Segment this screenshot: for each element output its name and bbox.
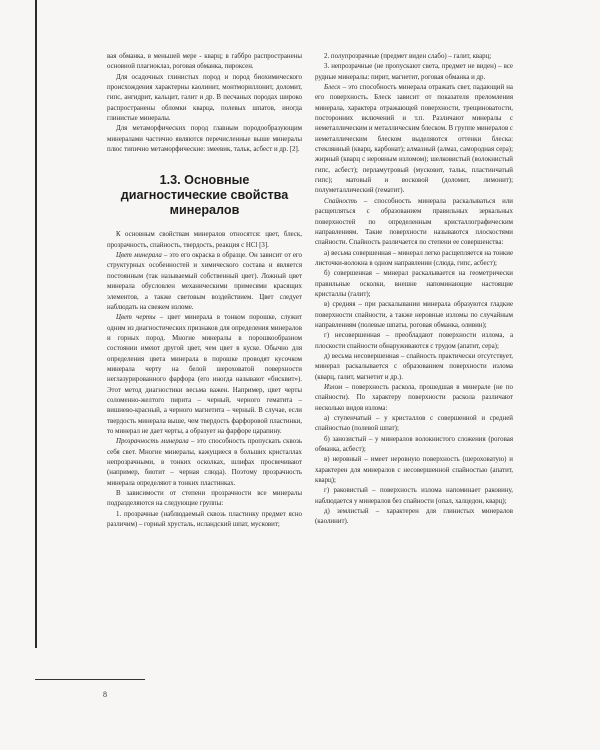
- cleavage-item-d: г) несовершенная – преобладают поверхности излома, а плоскости спайности обнаруживаются с трудом (апатит, сера);: [315, 332, 513, 350]
- properties-intro-paragraph: К основным свойствам минералов относятся: цвет, блеск, прозрачность, спайность, твердость, реакция с HCl [3].: [107, 231, 302, 249]
- cleavage-item-a: а) весьма совершенная – минерал легко расщепляется на тонкие листочки-волокна в одном направлении (слюда, гипс, асбест);: [315, 249, 513, 267]
- transparency-group-1: 1. прозрачные (наблюдаемый сквозь пластинку предмет ясно различим) – горный хрусталь, исландский шпат, мусковит;: [107, 510, 302, 529]
- transparency-term: Прозрачность минерала: [116, 438, 189, 446]
- cleavage-item-b: б) совершенная – минерал раскалывается на геометрически правильные осколки, внешне напоминающие настоящие кристаллы (галит);: [315, 270, 513, 298]
- color-text: – это его окраска в образце. Он зависит от его структурных особенностей и химического состава и является постоянным (так называемый собственный цвет). Ложный цвет минерала обусловлен механическими примесями красящих элементов, а также световым воздействием. Цвет следует наблюдать на свежем изломе.: [107, 252, 302, 311]
- color-term: Цвет минерала: [116, 252, 162, 260]
- transparency-text: – это способность пропускать сквозь себя свет. Многие минералы, кажущиеся в больших кристаллах непрозрачными, в тонких осколках, шлифах просвечивают (например, биотит – черная слюда). Поэтому прозрачность минерала определяют в тонких пластинках.: [107, 438, 302, 487]
- page-number: 8: [103, 690, 107, 699]
- fracture-item-b: б) занозистый – у минералов волокнистого сложения (роговая обманка, асбест);: [315, 435, 513, 454]
- fracture-item-c: в) неровный – имеет неровную поверхность (шероховатую) и характерен для минералов с несовершенной спайностью (апатит, кварц);: [315, 456, 513, 485]
- color-paragraph: [107, 251, 302, 313]
- fracture-text: – поверхность раскола, прошедшая в минерале (не по спайности). По характеру поверхности раскола различают несколько видов излома:: [315, 384, 513, 412]
- cleavage-term: Спайность: [324, 197, 357, 205]
- fracture-paragraph: [315, 383, 513, 414]
- transparency-group-2: 2. полупрозрачные (предмет виден слабо) – галит, кварц;: [324, 53, 492, 60]
- fracture-item-d: г) раковистый – поверхность излома напоминает раковину, наблюдается у минералов без спайности (опал, халцедон, кварц);: [315, 487, 513, 505]
- cleavage-item-c: в) средняя – при раскалывании минерала образуются гладкие поверхности спайности, а также неровные изломы по случайным направлениям (полевые шпаты, роговая обманка, оливин);: [315, 301, 513, 329]
- luster-paragraph: [315, 83, 513, 197]
- transparency-group-3: 3. непрозрачные (не пропускают света, предмет не виден) – все рудные минералы: пирит, магнетит, роговая обманка и др.: [315, 63, 513, 81]
- cleavage-item-e: д) весьма несовершенная – спайность практически отсутствует, минерал раскалывается с образованием поверхности излома (кварц, галит, магнетит и др.).: [315, 352, 513, 381]
- streak-term: Цвет черты: [116, 314, 156, 322]
- intro-paragraph-2: Для осадочных глинистых пород и пород биохимического происхождения характерны каолинит, монтмориллонит, доломит, гипс, ангидрит, кальцит, галит и др. В песчаных породах широко распространены обломки кварца, полевых шпатов, иногда глинистые минералы.: [107, 73, 302, 123]
- cleavage-paragraph: [315, 197, 513, 249]
- streak-text: – цвет минерала в тонком порошке, служит одним из диагностических признаков для определения минералов и горных пород. Многие минералы в порошкообразном состоянии имеют другой цвет, чем цвет в куске. Обычно для определения цвета минерала в порошке проводят кусочком минерала черту на белой шероховатой поверхности неглазурированного фарфора (его иногда называют «бисквит»). Этот метод диагностики весьма важен. Например, цвет черты соломенно-желтого пирита – черный, черного гематита – вишнево-красный, а черного магнетита – черный. В случае, если твердость минерала выше, чем твердость фарфоровой пластинки, то минерал не дает черты, а образует на фарфоре царапину.: [107, 314, 303, 435]
- fracture-item-e: д) землистый – характерен для глинистых минералов (каолинит).: [315, 508, 513, 526]
- footer-rule: [35, 679, 145, 680]
- streak-paragraph: [107, 313, 302, 437]
- transparency-paragraph: [107, 437, 302, 489]
- degree-paragraph: В зависимости от степени прозрачности все минералы подразделяются на следующие группы:: [107, 490, 302, 508]
- left-column: [107, 52, 302, 530]
- left-margin-bar: [35, 0, 37, 648]
- luster-text: – это способность минерала отражать свет, падающий на его поверхность. Блеск зависит от показателя преломления минерала, характера отражающей поверхности, трещиноватости, посторонних включений и т.п. Различают минералы с неметаллическим и металлическим блеском. В группе минералов с неметаллическим блеском выделяются оттенки блеска: стеклянный (кварц, карбонат); алмазный (алмаз, самородная сера); жирный (кварц с неровным изломом); шелковистый (волокнистый гипс, асбест); перламутровый (мусковит, тальк, пластинчатый гипс); матовый и восковой (доломит, лимонит); полуметаллический (гематит).: [315, 84, 513, 195]
- right-column: [315, 52, 513, 528]
- luster-term: Блеск: [324, 84, 341, 92]
- fracture-term: Излом: [324, 384, 343, 391]
- cleavage-text: – способность минерала раскалываться или расщепляться с образованием правильных зеркальных поверхностей по определенным кристаллографическим направлениям. Такие поверхности называются плоскостями спайности. Спайность различается по степени ее совершенства:: [315, 197, 513, 247]
- section-heading: 1.3. Основные диагностические свойства минералов: [120, 173, 289, 218]
- intro-paragraph-3: Для метаморфических пород главным породообразующим минералами частично являются перечисленные выше минералы плюс типично метаморфические: змеевик, тальк, асбест и др. [2].: [107, 125, 302, 154]
- intro-paragraph-1: вая обманка, в меньшей мере - кварц; в габбро распространены основной плагиоклаз, роговая обманка, пироксен.: [107, 53, 302, 71]
- fracture-item-a: а) ступенчатый – у кристаллов с совершенной и средней спайностью (полевой шпат);: [315, 415, 513, 433]
